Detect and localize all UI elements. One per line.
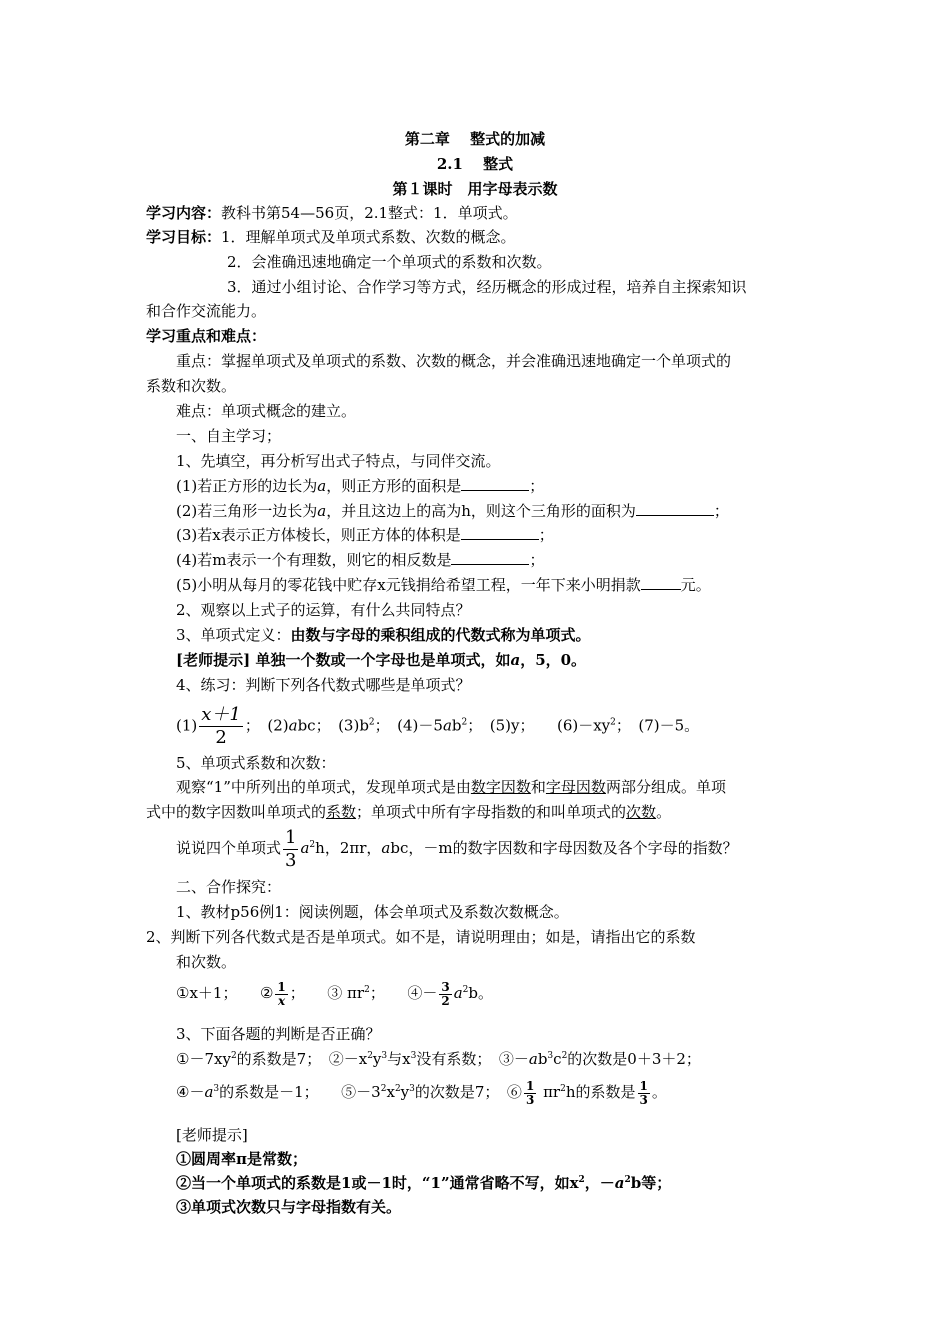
goal-3-cont: 和合作交流能力。: [146, 302, 267, 320]
p2-item-3: 3、下面各题的判断是否正确？: [176, 1025, 381, 1043]
q1-item-1: (1)若正方形的边长为a，则正方形的面积是 ；: [176, 477, 545, 495]
lesson-title: 第１课时 用字母表示数: [392, 180, 558, 198]
q6-line: 说说四个单项式 $\frac{1}{3}$ $a^2h$，2πr，abc，－m的数字因数和字母因数及各个字母的指数？: [176, 826, 738, 871]
chapter-title: 第二章 整式的加减: [404, 130, 546, 148]
p2-judgments-1: $①-7xy^2$的系数是7； $②-x^2y^3$与$x^3$没有系数； $③-ab^3c^2$的次数是0＋3＋2；: [176, 1050, 701, 1068]
fraction: $\frac{1}{x}$: [277, 979, 286, 1008]
answer-blank[interactable]: [636, 501, 714, 516]
fraction: $\frac{1}{3}$: [525, 1078, 535, 1107]
question-4: 4、练习：判断下列各代数式哪些是单项式？: [176, 676, 471, 694]
p2-item-1: 1、教材p56例1：阅读例题，体会单项式及系数次数概念。: [176, 903, 569, 921]
fraction: $\frac{3}{2}$: [441, 979, 450, 1008]
q5-text-2: 式中的数字因数叫单项式的系数；单项式中所有字母指数的和叫单项式的次数。: [146, 803, 672, 821]
teacher-tip-2-label: [老师提示]: [176, 1126, 248, 1144]
part1-heading: 一、自主学习；: [176, 427, 282, 445]
answer-blank[interactable]: [461, 525, 539, 540]
fraction: $\frac{x+1}{2}$: [201, 704, 241, 748]
answer-blank[interactable]: [641, 575, 681, 590]
goal-3: 3．通过小组讨论、合作学习等方式，经历概念的形成过程，培养自主探索知识: [227, 278, 747, 296]
key-point-cont: 系数和次数。: [146, 377, 237, 395]
q1-item-5: (5)小明从每月的零花钱中贮存x元钱捐给希望工程，一年下来小明捐款 元。: [176, 576, 711, 594]
question-5: 5、单项式系数和次数：: [176, 754, 336, 772]
question-3: 3、单项式定义：由数与字母的乘积组成的代数式称为单项式。: [176, 626, 591, 644]
goals-line: 学习目标：1．理解单项式及单项式系数、次数的概念。: [146, 228, 516, 246]
question-1: 1、先填空，再分析写出式子特点，与同伴交流。: [176, 452, 501, 470]
fraction: $\frac{1}{3}$: [285, 826, 297, 871]
key-point: 重点：掌握单项式及单项式的系数、次数的概念，并会准确迅速地确定一个单项式的: [176, 352, 732, 370]
tip-item-3: ③单项式次数只与字母指数有关。: [176, 1198, 402, 1216]
answer-blank[interactable]: [461, 476, 529, 491]
part2-heading: 二、合作探究：: [176, 878, 282, 896]
q5-text-1: 观察“1”中所列出的单项式，发现单项式是由数字因数和字母因数两部分组成。单项: [176, 778, 726, 796]
goal-2: 2．会准确迅速地确定一个单项式的系数和次数。: [227, 253, 552, 271]
q1-item-2: (2)若三角形一边长为a，并且这边上的高为h，则这个三角形的面积为 ；: [176, 502, 729, 520]
question-2: 2、观察以上式子的运算，有什么共同特点？: [176, 601, 471, 619]
p2-item-2-cont: 和次数。: [176, 953, 237, 971]
teacher-tip-1: [老师提示] 单独一个数或一个字母也是单项式，如a，5，0。: [176, 651, 587, 669]
p2-expressions: ①x＋1； ② $\frac{1}{x}$ ； ③ $\pi r^2$； ④－ $\frac{3}{2}$ $a^2b$。: [176, 979, 493, 1008]
answer-blank[interactable]: [451, 550, 529, 565]
tip-item-1: ①圆周率π是常数；: [176, 1150, 307, 1168]
p2-judgments-2: $④-a^3$的系数是－1； $⑤-3^2x^2y^3$的次数是7； ⑥ $\frac{1}{3}$ $\pi r^2h$的系数是 $\frac{1}{3}$ 。: [176, 1078, 667, 1107]
key-heading: 学习重点和难点：: [146, 327, 267, 345]
q1-item-3: (3)若x表示正方体棱长，则正方体的体积是 ；: [176, 526, 554, 544]
section-title: 2.1 整式: [436, 155, 514, 173]
p2-item-2: 2、判断下列各代数式是否是单项式。如不是，请说明理由；如是，请指出它的系数: [146, 928, 696, 946]
exercise-list: (1) $\frac{x+1}{2}$ ； (2)abc； $(3)b^2$； $(4)-5ab^2$； (5)y； $(6)-xy^2$； (7)－5。: [176, 704, 700, 748]
q1-item-4: (4)若m表示一个有理数，则它的相反数是 ；: [176, 551, 545, 569]
difficult-point: 难点：单项式概念的建立。: [176, 402, 357, 420]
tip-item-2: ②当一个单项式的系数是1或－1时，“1”通常省略不写，如$x^2$，$-a^2b$等；: [176, 1174, 672, 1192]
fraction: $\frac{1}{3}$: [639, 1078, 648, 1107]
content-line: 学习内容：教科书第54—56页，2.1整式：1．单项式。: [146, 204, 518, 222]
